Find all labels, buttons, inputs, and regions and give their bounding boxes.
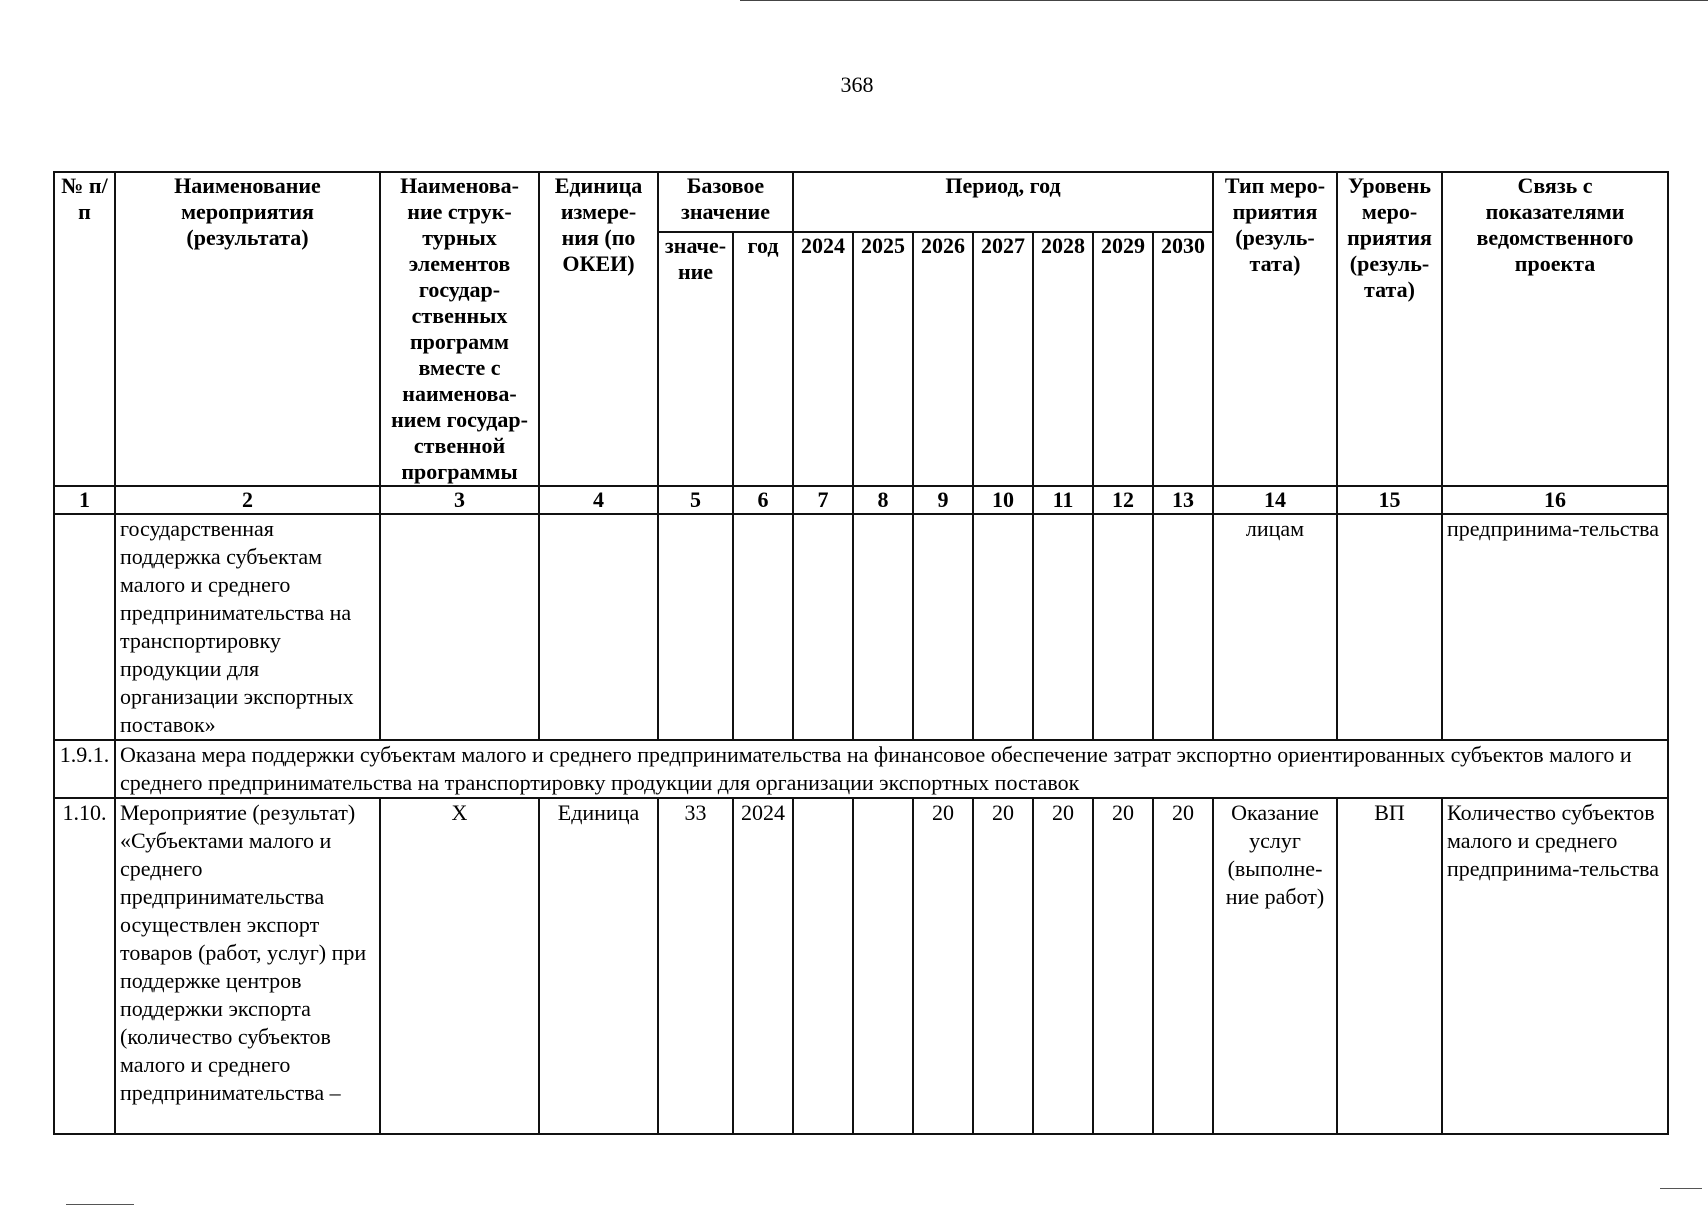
header-year-2024: 2024 [793, 232, 853, 486]
header-base-value-group: Базовое значение [658, 172, 793, 232]
header-base-year: год [733, 232, 793, 486]
table-row-section [54, 740, 1668, 798]
header-year-2028: 2028 [1033, 232, 1093, 486]
indicator-link-continued: предпринима-тельства [1442, 514, 1668, 740]
column-number: 12 [1093, 486, 1153, 514]
column-number: 7 [793, 486, 853, 514]
header-row-1 [54, 172, 1668, 232]
event-type-continued: лицам [1213, 514, 1337, 740]
section-number: 1.9.1. [54, 740, 115, 798]
value-2030: 20 [1153, 798, 1213, 1134]
measures-table [53, 171, 1669, 1135]
scan-mark [1660, 1188, 1702, 1189]
base-value: 33 [658, 798, 733, 1134]
event-type: Оказание услуг (выполне-ние работ) [1213, 798, 1337, 1134]
empty-cell [733, 514, 793, 740]
column-number: 10 [973, 486, 1033, 514]
empty-cell [1153, 514, 1213, 740]
empty-cell [973, 514, 1033, 740]
page-number: 368 [840, 72, 874, 97]
empty-cell [658, 514, 733, 740]
empty-cell [793, 514, 853, 740]
header-year-2026: 2026 [913, 232, 973, 486]
event-number: 1.10. [54, 798, 115, 1134]
indicator-link: Количество субъектов малого и среднего предпринима-тельства [1442, 798, 1668, 1134]
column-number: 1 [54, 486, 115, 514]
header-indicator-link: Связь с показателями ведомственного проекта [1442, 172, 1668, 486]
empty-cell [853, 514, 913, 740]
column-number: 14 [1213, 486, 1337, 514]
empty-cell [1093, 514, 1153, 740]
column-number: 9 [913, 486, 973, 514]
value-2027: 20 [973, 798, 1033, 1134]
event-name: Мероприятие (результат) «Субъектами малого и среднего предпринимательства осуществлен экспорт товаров (работ, услуг) при поддержке центров поддержки экспорта (количество субъектов малого и среднего предпринимательства – [115, 798, 380, 1134]
structural-element: X [380, 798, 539, 1134]
column-number: 11 [1033, 486, 1093, 514]
table-row-continued [54, 514, 1668, 740]
table-row-event [54, 798, 1668, 1134]
header-base-value: значе-ние [658, 232, 733, 486]
value-2026: 20 [913, 798, 973, 1134]
empty-cell [380, 514, 539, 740]
header-year-2027: 2027 [973, 232, 1033, 486]
section-text: Оказана мера поддержки субъектам малого и среднего предпринимательства на финансовое обеспечение затрат экспортно ориентированных субъектов малого и среднего предпринимательства на транспортировку продукции для организации экспортных поставок [115, 740, 1668, 798]
column-number: 4 [539, 486, 658, 514]
event-level: ВП [1337, 798, 1442, 1134]
column-number: 8 [853, 486, 913, 514]
column-number: 2 [115, 486, 380, 514]
column-number: 15 [1337, 486, 1442, 514]
header-event-name: Наименование мероприятия (результата) [115, 172, 380, 486]
header-number: № п/п [54, 172, 115, 486]
value-2024 [793, 798, 853, 1134]
column-number: 6 [733, 486, 793, 514]
header-period-group: Период, год [793, 172, 1213, 232]
header-unit: Единица измере-ния (по ОКЕИ) [539, 172, 658, 486]
empty-cell [539, 514, 658, 740]
empty-cell [54, 514, 115, 740]
empty-cell [1337, 514, 1442, 740]
column-number: 13 [1153, 486, 1213, 514]
column-number: 3 [380, 486, 539, 514]
empty-cell [913, 514, 973, 740]
base-year: 2024 [733, 798, 793, 1134]
column-number-row [54, 486, 1668, 514]
header-event-level: Уровень меро-приятия (резуль-тата) [1337, 172, 1442, 486]
header-year-2030: 2030 [1153, 232, 1213, 486]
column-number: 5 [658, 486, 733, 514]
unit: Единица [539, 798, 658, 1134]
value-2028: 20 [1033, 798, 1093, 1134]
empty-cell [1033, 514, 1093, 740]
event-name-continued: государственная поддержка субъектам малого и среднего предпринимательства на транспортировку продукции для организации экспортных поставок» [115, 514, 380, 740]
value-2025 [853, 798, 913, 1134]
value-2029: 20 [1093, 798, 1153, 1134]
header-year-2025: 2025 [853, 232, 913, 486]
column-number: 16 [1442, 486, 1668, 514]
header-year-2029: 2029 [1093, 232, 1153, 486]
header-structural-elements: Наименова-ние струк-турных элементов государ-ственных программ вместе с наименова-нием государ-ственной программы [380, 172, 539, 486]
top-rule [740, 0, 1708, 1]
header-event-type: Тип меро-приятия (резуль-тата) [1213, 172, 1337, 486]
